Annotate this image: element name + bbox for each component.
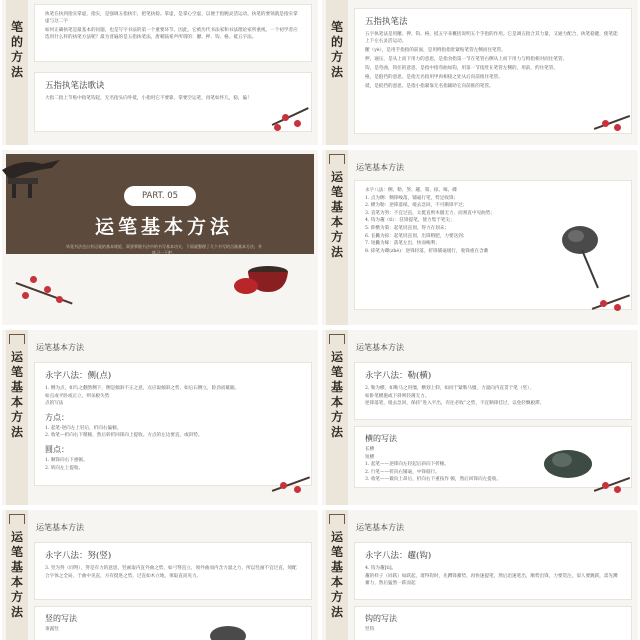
- paragraph: 1. 侧为点，如鸟之翻然侧下，侧是倾斜不正之意，点应取倾斜之势，如后石侧立，险劲而雄踞。: [45, 386, 240, 391]
- panel-heading: 永字八法：侧(点): [45, 371, 112, 381]
- vertical-title-bar: [326, 510, 348, 640]
- paragraph: 钩，是弯曲，钩住的意思，是指中指弯曲如钩，用第一节指肚在笔管左侧的，用前，约住笔管。: [365, 66, 558, 71]
- ink-stone-icon: [542, 442, 594, 482]
- intro-text: 如何正确执笔是最基本的问题，也是写字书法的第一个重要环节。因此，它被历代书法家和书法理论家所重视。一个初学者应选用什么样的执笔方法呢？最为普遍的是五指执笔法，唐朝陆希声所谓的：擫、押、钩、格、抵五字法。: [45, 28, 298, 40]
- paragraph: 逆锋落笔，缓去急回，保持“进入平出，有往必收”之势，不宜顺锋挂过，以免轻飘板滞。: [365, 401, 545, 407]
- paragraph: 格，是阻挡的意思，是指无名指用甲肉相接之处从后向前推住笔管。: [365, 75, 503, 80]
- five-finger-panel: [354, 8, 632, 134]
- vertical-title: 运笔基本方法: [330, 350, 343, 439]
- slide-thumbnail-7[interactable]: [2, 510, 318, 640]
- paragraph: 擫（yè），是用手指指的前面，是用拇指指肚紧贴笔管左侧而往笔管。: [365, 48, 506, 53]
- vertical-title-bar: [6, 510, 28, 640]
- horizontal-stroke-panel: [354, 362, 632, 420]
- five-finger-heading: 五指执笔法: [365, 17, 408, 27]
- list-item: 2. 转向左上提收。: [45, 465, 84, 471]
- list-item: 8. 捺笔为磔(zhé)：逆锋轻落，折锋铺毫缓行，收锋重在含蓄: [365, 248, 489, 254]
- paragraph: 点的写法: [45, 401, 64, 407]
- paragraph: 五字执笔法是用擫、押、钩、格、抵五字来概括说明五个手指的作用。它是调五指合其力量，又通力配合，执笔稳健，使笔能上下左右灵活运动。: [365, 32, 618, 44]
- slide-title: 运笔基本方法: [356, 163, 404, 172]
- paragraph: 押，通压，是从上而下用力的意思，是指食指第一节在笔管右侧从上而下用力与拇指相对而往笔管。: [365, 57, 568, 62]
- paragraph: 抵，是抵挡的意思，是指小指紧靠无名指辅助它向前推的笔管。: [365, 84, 494, 89]
- list-item: 1. 点为侧：侧锋峻落，铺毫行笔，势足收锋；: [365, 195, 459, 201]
- verse-heading: 五指执笔法歌诀: [45, 81, 105, 91]
- label: 垂露竖: [45, 627, 59, 632]
- verse-text: 大指二指上节贴中指笔钩起，无名指头向外抵，小指用它不要靠，掌要空运笔，再笔如怀儿，稳，偏！: [45, 96, 252, 101]
- list-item: 2. 收笔—折向右下稍顿，然后转折回锋向上提收。方点的左边要直，或斜势。: [45, 433, 203, 439]
- slide-title: 运笔基本方法: [356, 523, 404, 532]
- dot-panel: [34, 362, 312, 486]
- slide-thumbnail-1[interactable]: [2, 0, 318, 145]
- paragraph: 趯的样子（同跃）如跃起，诸得钩时，先蹲锋蓄势，再快速提笔，然后迅速笔出，顺势出锋，力要贯注，似人要跳跃，需先蹲蓄力，然后猛然一跃而起: [365, 573, 618, 587]
- slide-thumbnail-2[interactable]: [322, 0, 638, 145]
- panel-heading: 永字八法：努(竖): [45, 551, 112, 561]
- part-badge: PART. 05: [124, 186, 196, 206]
- sub-heading: 方点：: [45, 412, 69, 422]
- hook-stroke-panel: [354, 542, 632, 600]
- list-item: 1. 起笔——逆锋向左轻起后斜向下折顿。: [365, 462, 449, 468]
- vertical-title-bar: [326, 0, 348, 145]
- section-cover: [6, 154, 314, 254]
- paragraph: 如点成平卧或正立，则呆板失势: [45, 393, 110, 399]
- sub-heading: 圆点：: [45, 444, 69, 454]
- vertical-title-bar: [6, 330, 28, 505]
- slide-thumbnail-5[interactable]: [2, 330, 318, 505]
- paragraph: 2. 勒为横，如勒马之用缰，横划上仰，如同于紧勒马缰，力量向内直贯于笔（竖），: [365, 386, 534, 391]
- slide-thumbnail-6[interactable]: [322, 330, 638, 505]
- intro-text: 执笔在执到指实掌虚，指实，是强调五指执牢，把笔执稳。掌虚，是掌心空虚，以便于指腕灵活运动。执笔的要领就是指实掌虚与这二字: [45, 12, 298, 24]
- label: 短横: [365, 454, 375, 460]
- vertical-title: 笔的方法: [330, 20, 343, 79]
- list-item: 2. 行笔——折向右铺毫，中锋稳行。: [365, 469, 440, 475]
- list-item: 1. 顺锋向右下重顿。: [45, 457, 88, 463]
- section-title: 运笔基本方法: [94, 216, 233, 238]
- ink-bowl-icon: [232, 258, 290, 296]
- hook-method-panel: [354, 606, 632, 640]
- list-item: 3. 收笔——微向上昂后，折向右下重按作 顿，然后回锋向左提收。: [365, 477, 501, 483]
- list-item: 4. 钩为趯（tì）：驻锋提笔，使力集于笔尖；: [365, 218, 455, 224]
- list-item: 3. 直笔为努：不宜过直，太挺直则木僵无力，而须直中见曲势；: [365, 210, 495, 216]
- pavilion-roof-icon: [2, 150, 66, 200]
- list-item: 5. 仰横为策：起笔同直划，得力在划末；: [365, 225, 449, 231]
- slide-thumbnail-8[interactable]: [322, 510, 638, 640]
- sub-heading: 钩的写法: [365, 614, 397, 623]
- vertical-title-bar: [326, 330, 348, 505]
- slide-thumbnail-4[interactable]: [322, 150, 638, 325]
- verse-panel: [34, 72, 312, 132]
- paragraph: 如卧笔横施或下斜则轻薄无力。: [365, 393, 430, 399]
- vertical-title-bar: [6, 0, 28, 145]
- slide-title: 运笔基本方法: [356, 343, 404, 352]
- slide-thumbnail-3[interactable]: [2, 150, 318, 325]
- vertical-title: 笔的方法: [10, 20, 23, 79]
- intro-text: 永字八法：侧、勒、努、趯、策、掠、啄、磔: [365, 188, 457, 193]
- label: 长横: [365, 447, 375, 452]
- vertical-method-panel: [34, 606, 312, 640]
- ink-stick-icon: [558, 222, 606, 292]
- intro-panel: [34, 4, 312, 62]
- list-item: 7. 短撇为啄：落笔左出，快而峻利；: [365, 241, 440, 247]
- slide-title: 运笔基本方法: [36, 523, 84, 532]
- paragraph: 4. 钩为趯[tì]。: [365, 566, 397, 571]
- vertical-stroke-panel: [34, 542, 312, 600]
- list-item: 2. 横为勒：逆锋落纸，缓去急回，不可顺锋平过；: [365, 203, 468, 209]
- vertical-title: 运笔基本方法: [330, 530, 343, 619]
- section-subtitle: 毕竟书法也自有运笔的基本规矩，需要掌握书法中的书写基本功夫，下面就整理了几个书写的点画基本方法，并练习一下吧。: [66, 244, 262, 255]
- panel-heading: 永字八法：勒(横): [365, 371, 432, 381]
- sub-heading: 竖的写法: [45, 614, 77, 623]
- vertical-title: 运笔基本方法: [10, 530, 23, 619]
- paragraph: 3. 竖为努（同弩），努是有力的意思，竖画取内直外曲之势，如弓弩直立，须外曲而内含力量之力，所以竖画不宜过直，须配合字体之全局，于曲中见直，方有挺进之势，过直如木立地，须取直而见力。: [45, 566, 297, 579]
- slide-title: 运笔基本方法: [36, 343, 84, 352]
- panel-heading: 永字八法：趯(钩): [365, 551, 432, 561]
- list-item: 1. 起笔-逆向左上轻后，折向右偏顿。: [45, 425, 122, 431]
- list-item: 6. 长撇为掠：起笔同直划，出锋稍肥，力要送到；: [365, 233, 468, 239]
- ink-stone-icon: [208, 622, 248, 640]
- sub-heading: 横的写法: [365, 434, 397, 443]
- vertical-title: 运笔基本方法: [330, 170, 343, 259]
- label: 竖钩: [365, 627, 375, 632]
- vertical-title-bar: [326, 150, 348, 325]
- vertical-title: 运笔基本方法: [10, 350, 23, 439]
